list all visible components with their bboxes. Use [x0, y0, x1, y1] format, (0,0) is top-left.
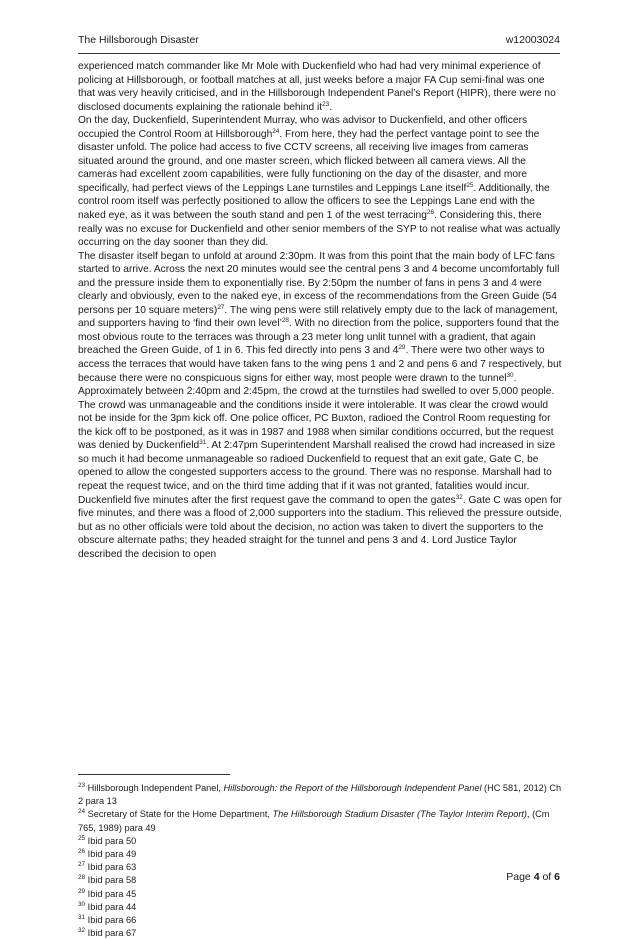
paragraph: The disaster itself began to unfold at around 2:30pm. It was from this point that the main body of LFC fans started to arrive. Across the next 20 minutes would see the central pens 3 and 4 become uncomfortably full and the pressure inside them to exponentially rise. By 2:50pm the number of fans in pens 3 and 4 were clearly and obviously, even to the naked eye, in excess of the recommendations from the Green Guide (54 persons per 10 square meters)$^{27}$. The wing pens were still relatively empty due to the lack of management, and supporters having to ‘find their own level’$^{28}$. With no direction from the police, supporters found that the most obvious route to the terraces was through a 23 meter long unlit tunnel with a gradient, that again breached the Green Guide, of 1 in 6. This fed directly into pens 3 and $4^{29}$. There were two other ways to access the terraces that would have taken fans to the wing pens 1 and 2 and pens 6 and 7 respectively, but because there were no conspicuous signs for either way, most people were drawn to the tunnel$^{30}$.: [78, 250, 562, 384]
footnote-ref[interactable]: 27: [217, 303, 225, 311]
footnote: $^{32}$ Ibid para 67: [78, 927, 137, 939]
page-total: 6: [554, 871, 560, 883]
footnote-ref[interactable]: 30: [506, 371, 514, 379]
paragraph: Approximately between 2:40pm and 2:45pm, the crowd at the turnstiles had swelled to over 5,000 people. The crowd was unmanageable and the conditions inside it were intolerable. It was clear the crowd would not be inside for the 3pm kick off. One police officer, PC Buxton, radioed the Control Room requesting for the kick off to be postponed, as it was in 1987 and 1988 when similar conditions occurred, but the request was denied by Duckenfield$^{31}$. At 2:47pm Superintendent Marshall realised the crowd had increased in size so much it had become unmanageable so radioed Duckenfield to request that an exit gate, Gate C, be opened to allow the congested supporters access to the ground. There was no response. Marshall had to repeat the request twice, and on the third time adding that if it was not granted, fatalities would incur. Duckenfield five minutes after the first request gave the command to open the gates$^{32}$. Gate C was open for five minutes, and there was a flood of 2,000 supporters into the stadium. This relieved the pressure outside, but as no other officials were told about the decision, no action was taken to divert the supporters to the obscure alternate paths; they headed straight for the tunnel and pens 3 and 4. Lord Justice Taylor described the decision to open: [78, 386, 562, 560]
footnote: $^{31}$ Ibid para 66: [78, 914, 137, 926]
footnote: $^{24}$ Secretary of State for the Home Department, The Hillsborough Stadium Disaster (The Taylor Interim Report), (Cm 765, 1989) para 49: [78, 808, 550, 833]
footnote: $^{23}$ Hillsborough Independent Panel, Hillsborough: the Report of the Hillsborough Independent Panel (HC 581, 2012) Ch 2 para 13: [78, 782, 562, 807]
header-divider: [78, 53, 560, 54]
paragraph: experienced match commander like Mr Mole with Duckenfield who had had very minimal experience of policing at Hillsborough, or football matches at all, just weeks before a major FA Cup semi-final was one that was very heavily criticised, and in the Hillsborough Independent Panel’s Report (HIPR), there were no disclosed documents explaining the rationale behind $it^{23}$.: [78, 61, 556, 113]
of-label: of: [542, 871, 552, 883]
page-footer: [506, 871, 560, 883]
footnote: $^{27}$ Ibid para 63: [78, 861, 137, 873]
footnote-separator: [78, 774, 230, 775]
footnote-ref[interactable]: 28: [281, 317, 289, 325]
page-label: Page: [506, 871, 531, 883]
footnotes: [78, 782, 562, 940]
footnote: $^{26}$ Ibid para 49: [78, 848, 137, 860]
footnote-ref[interactable]: 24: [272, 127, 280, 135]
page-header: [78, 34, 560, 48]
header-title: The Hillsborough Disaster: [78, 34, 199, 46]
footnote-ref[interactable]: 26: [426, 209, 434, 217]
footnote-ref[interactable]: 25: [466, 181, 474, 189]
body-text: [78, 60, 562, 561]
header-student-id: w12003024: [505, 34, 560, 46]
page-number: 4: [533, 871, 540, 883]
footnote-ref[interactable]: 23: [322, 100, 330, 108]
paragraph: On the day, Duckenfield, Superintendent Murray, who was advisor to Duckenfield, and other officers occupied the Control Room at Hillsborough$^{24}$. From here, they had the perfect vantage point to see the disaster unfold. The police had access to five CCTV screens, all receiving live images from cameras situated around the ground, and one master screen, which flicked between all camera views. All the cameras had excellent zoom capabilities, were fully functioning on the day of the disaster, and more specifically, had perfect views of the Leppings Lane turnstiles and Leppings Lane itself$^{25}$. Additionally, the control room itself was perfectly positioned to allow the officers to see the Leppings Lane end with the naked eye, as it was between the south stand and pen 1 of the west terracing$^{26}$. Considering this, there really was no excuse for Duckenfield and other senior members of the SYP to not realise what was actually occurring on the day sooner than they did.: [78, 115, 561, 249]
footnote: $^{28}$ Ibid para 58: [78, 874, 137, 886]
footnote: $^{25}$ Ibid para 50: [78, 834, 137, 846]
footnote-ref[interactable]: 32: [455, 493, 463, 501]
footnote-ref[interactable]: 31: [199, 439, 207, 447]
footnote: $^{29}$ Ibid para 45: [78, 887, 137, 899]
footnote-ref[interactable]: 29: [398, 344, 406, 352]
footnote: $^{30}$ Ibid para 44: [78, 900, 137, 912]
